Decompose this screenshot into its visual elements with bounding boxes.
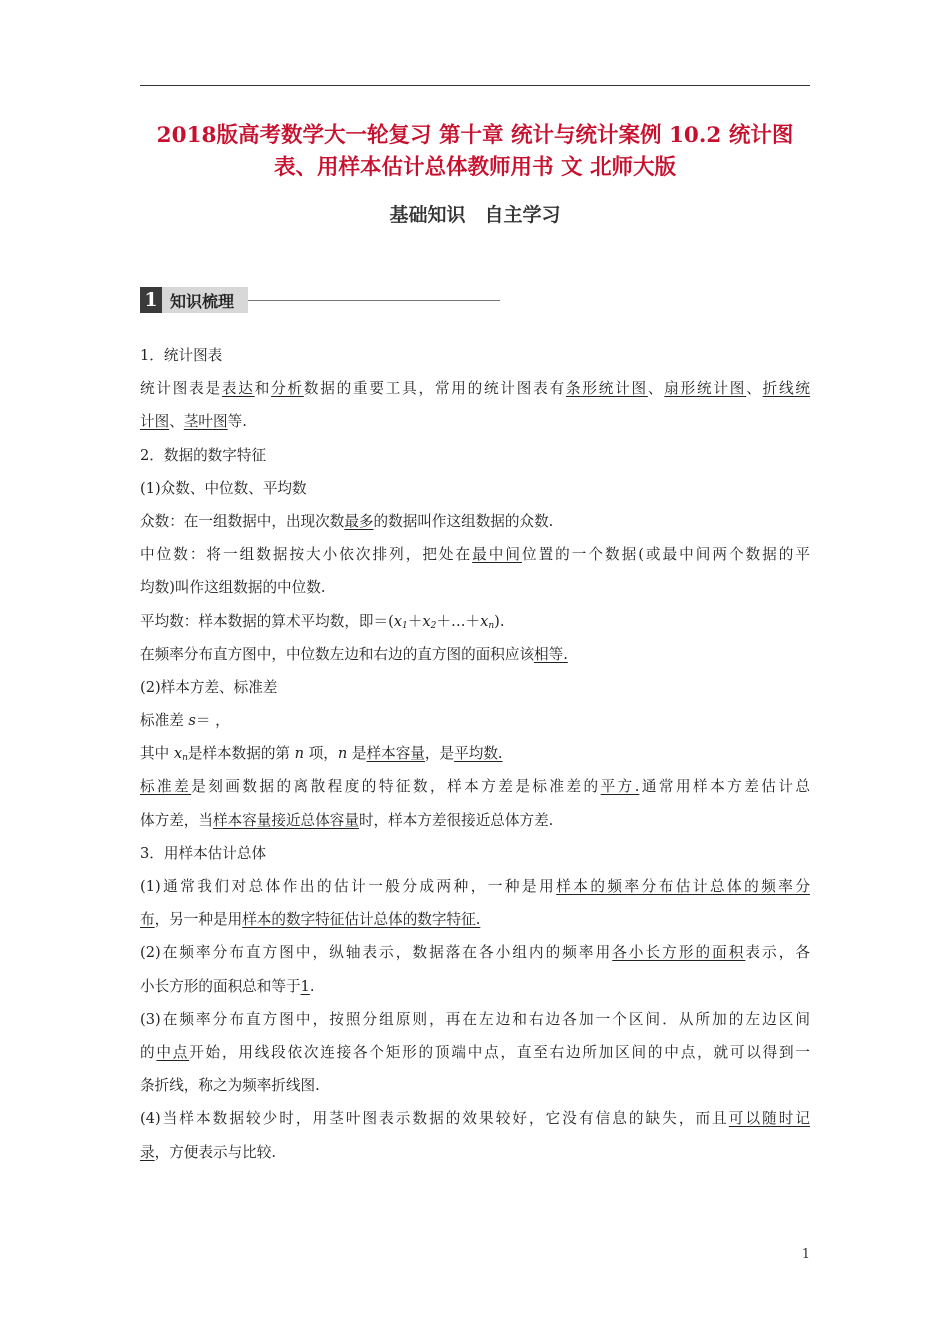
document-title: 2018版高考数学大一轮复习 第十章 统计与统计案例 10.2 统计图表、用样本估计总体教师用书 文 北师大版 <box>156 123 794 180</box>
underlined-term: 相等. <box>534 645 568 663</box>
underlined-term: 可以随时记 <box>728 1110 810 1128</box>
text-run: 小长方形的面积总和等于 <box>140 977 301 995</box>
text-run: 的 <box>140 1043 157 1061</box>
text-run: 3．用样本估计总体 <box>140 844 267 862</box>
section-header <box>140 287 500 313</box>
page-number: 1 <box>801 1247 810 1262</box>
text-run: 中位数：将一组数据按大小依次排列，把处在 <box>140 546 473 564</box>
underlined-term: 扇形统计图 <box>664 380 747 398</box>
underlined-term: 中点 <box>156 1043 190 1061</box>
underlined-term: 布 <box>140 911 155 929</box>
text-run: (1)通常我们对总体作出的估计一般分成两种，一种是用 <box>140 878 557 895</box>
section-label: 知识梳理 <box>162 287 248 313</box>
text-line <box>140 737 810 770</box>
text-line <box>140 1036 810 1069</box>
text-run: 体方差，当 <box>140 811 213 829</box>
text-line <box>140 1102 810 1135</box>
text-run: ＋…＋ <box>436 612 481 630</box>
text-run: 2．数据的数字特征 <box>140 446 267 464</box>
header-rule <box>140 85 810 86</box>
document-subtitle: 基础知识 自主学习 <box>389 204 561 226</box>
text-run: ＝ ， <box>195 712 230 730</box>
text-run: 标准差 <box>140 712 189 730</box>
text-run: x <box>480 612 489 630</box>
text-run: . <box>309 977 315 995</box>
text-run: 1．统计图表 <box>140 347 223 364</box>
underlined-term: 标准差 <box>140 778 192 796</box>
text-line <box>140 936 810 969</box>
text-run: ). <box>494 612 505 630</box>
text-run: ，方便表示与比较. <box>154 1143 276 1161</box>
text-run: x <box>393 612 403 630</box>
text-run: 通常用样本方差估计总 <box>639 778 810 796</box>
text-run: 其中 <box>140 745 174 763</box>
text-run: 是 <box>347 745 367 763</box>
underlined-term: 计图 <box>140 413 170 431</box>
text-run: n <box>337 745 348 763</box>
text-line <box>140 1136 810 1169</box>
text-run: 时，样本方差很接近总体方差. <box>358 811 554 829</box>
text-run: 数据的重要工具，常用的统计图表有 <box>303 380 566 398</box>
text-line <box>140 1003 810 1036</box>
text-run: 均数)叫作这组数据的中位数. <box>140 579 326 597</box>
text-run: 是刻画数据的离散程度的特征数，样本方差是标准差的 <box>191 778 601 796</box>
text-line <box>140 671 810 704</box>
text-run: (4)当样本数据较少时，用茎叶图表示数据的效果较好，它没有信息的缺失，而且 <box>140 1110 729 1128</box>
text-run: (2)在频率分布直方图中，纵轴表示，数据落在各小组内的频率用 <box>140 944 613 962</box>
underlined-term: 最中间 <box>472 546 522 564</box>
text-run: 和 <box>254 380 272 398</box>
underlined-term: 样本的数字特征估计总体的数字特征. <box>242 911 481 929</box>
text-line <box>140 339 810 372</box>
section-number: 1 <box>140 287 162 313</box>
underlined-term: 录 <box>140 1143 155 1161</box>
text-run: 2 <box>430 620 437 631</box>
text-run: (1)众数、中位数、平均数 <box>140 479 307 497</box>
text-line <box>140 770 810 803</box>
text-run: 、 <box>647 380 665 398</box>
text-run: x <box>173 745 183 763</box>
underlined-term: 表达 <box>221 380 255 398</box>
text-line <box>140 1069 810 1102</box>
text-line <box>140 405 810 438</box>
text-line <box>140 605 810 638</box>
text-run: s <box>188 712 196 730</box>
text-run: ＋ <box>407 612 423 630</box>
text-run: 等. <box>227 413 247 431</box>
text-run: 位置的一个数据(或最中间两个数据的平 <box>521 546 810 564</box>
text-line <box>140 870 810 903</box>
text-run: 、 <box>169 413 184 431</box>
underlined-term: 折线统 <box>762 380 810 398</box>
text-run: n <box>488 620 495 631</box>
underlined-term: 样本容量接近总体容量 <box>212 811 359 829</box>
text-run: 是样本数据的第 <box>187 745 295 763</box>
text-run: 1 <box>402 620 408 631</box>
text-line <box>140 538 810 571</box>
text-run: n <box>182 753 188 764</box>
text-run: 开始，用线段依次连接各个矩形的顶端中点，直至右边所加区间的中点，就可以得到一 <box>189 1043 810 1061</box>
text-line <box>140 638 810 671</box>
text-line <box>140 439 810 472</box>
text-run: x <box>422 612 431 630</box>
text-line <box>140 372 810 405</box>
text-line <box>140 837 810 870</box>
text-run: (3)在频率分布直方图中，按照分组原则，再在左边和右边各加一个区间．从所加的左边区间 <box>140 1010 810 1028</box>
text-line <box>140 903 810 936</box>
text-run: 项， <box>304 745 338 763</box>
underlined-term: 条形统计图 <box>565 380 648 398</box>
text-run: 众数：在一组数据中，出现次数 <box>140 512 345 530</box>
text-run: 、 <box>746 380 763 398</box>
text-run: ，是 <box>424 745 455 763</box>
section-divider <box>248 300 500 301</box>
text-line <box>140 970 810 1003</box>
text-run: ，另一种是用 <box>154 911 243 929</box>
underlined-term: 最多 <box>344 512 374 530</box>
text-run: 平均数：样本数据的算术平均数，即＝( <box>140 612 394 630</box>
underlined-term: 茎叶图 <box>183 413 228 431</box>
text-line <box>140 472 810 505</box>
text-run: 在频率分布直方图中，中位数左边和右边的直方图的面积应该 <box>140 645 535 663</box>
text-line <box>140 704 810 737</box>
underlined-term: 样本的频率分布估计总体的频率分 <box>556 878 810 895</box>
text-run: 条折线，称之为频率折线图. <box>140 1077 320 1095</box>
text-run: 统计图表是 <box>140 380 222 398</box>
text-run: n <box>294 745 305 763</box>
underlined-term: 分析 <box>271 380 304 398</box>
underlined-term: 平均数. <box>454 745 503 763</box>
text-line <box>140 571 810 604</box>
underlined-term: 各小长方形的面积 <box>612 944 746 962</box>
underlined-term: 1 <box>300 977 310 995</box>
document-body <box>140 339 810 1169</box>
text-run: (2)样本方差、标准差 <box>140 678 278 696</box>
underlined-term: 平方. <box>600 778 640 796</box>
text-run: 表示，各 <box>745 944 810 962</box>
text-run: 的数据叫作这组数据的众数. <box>373 512 554 530</box>
text-line <box>140 804 810 837</box>
underlined-term: 样本容量 <box>366 745 425 763</box>
text-line <box>140 505 810 538</box>
